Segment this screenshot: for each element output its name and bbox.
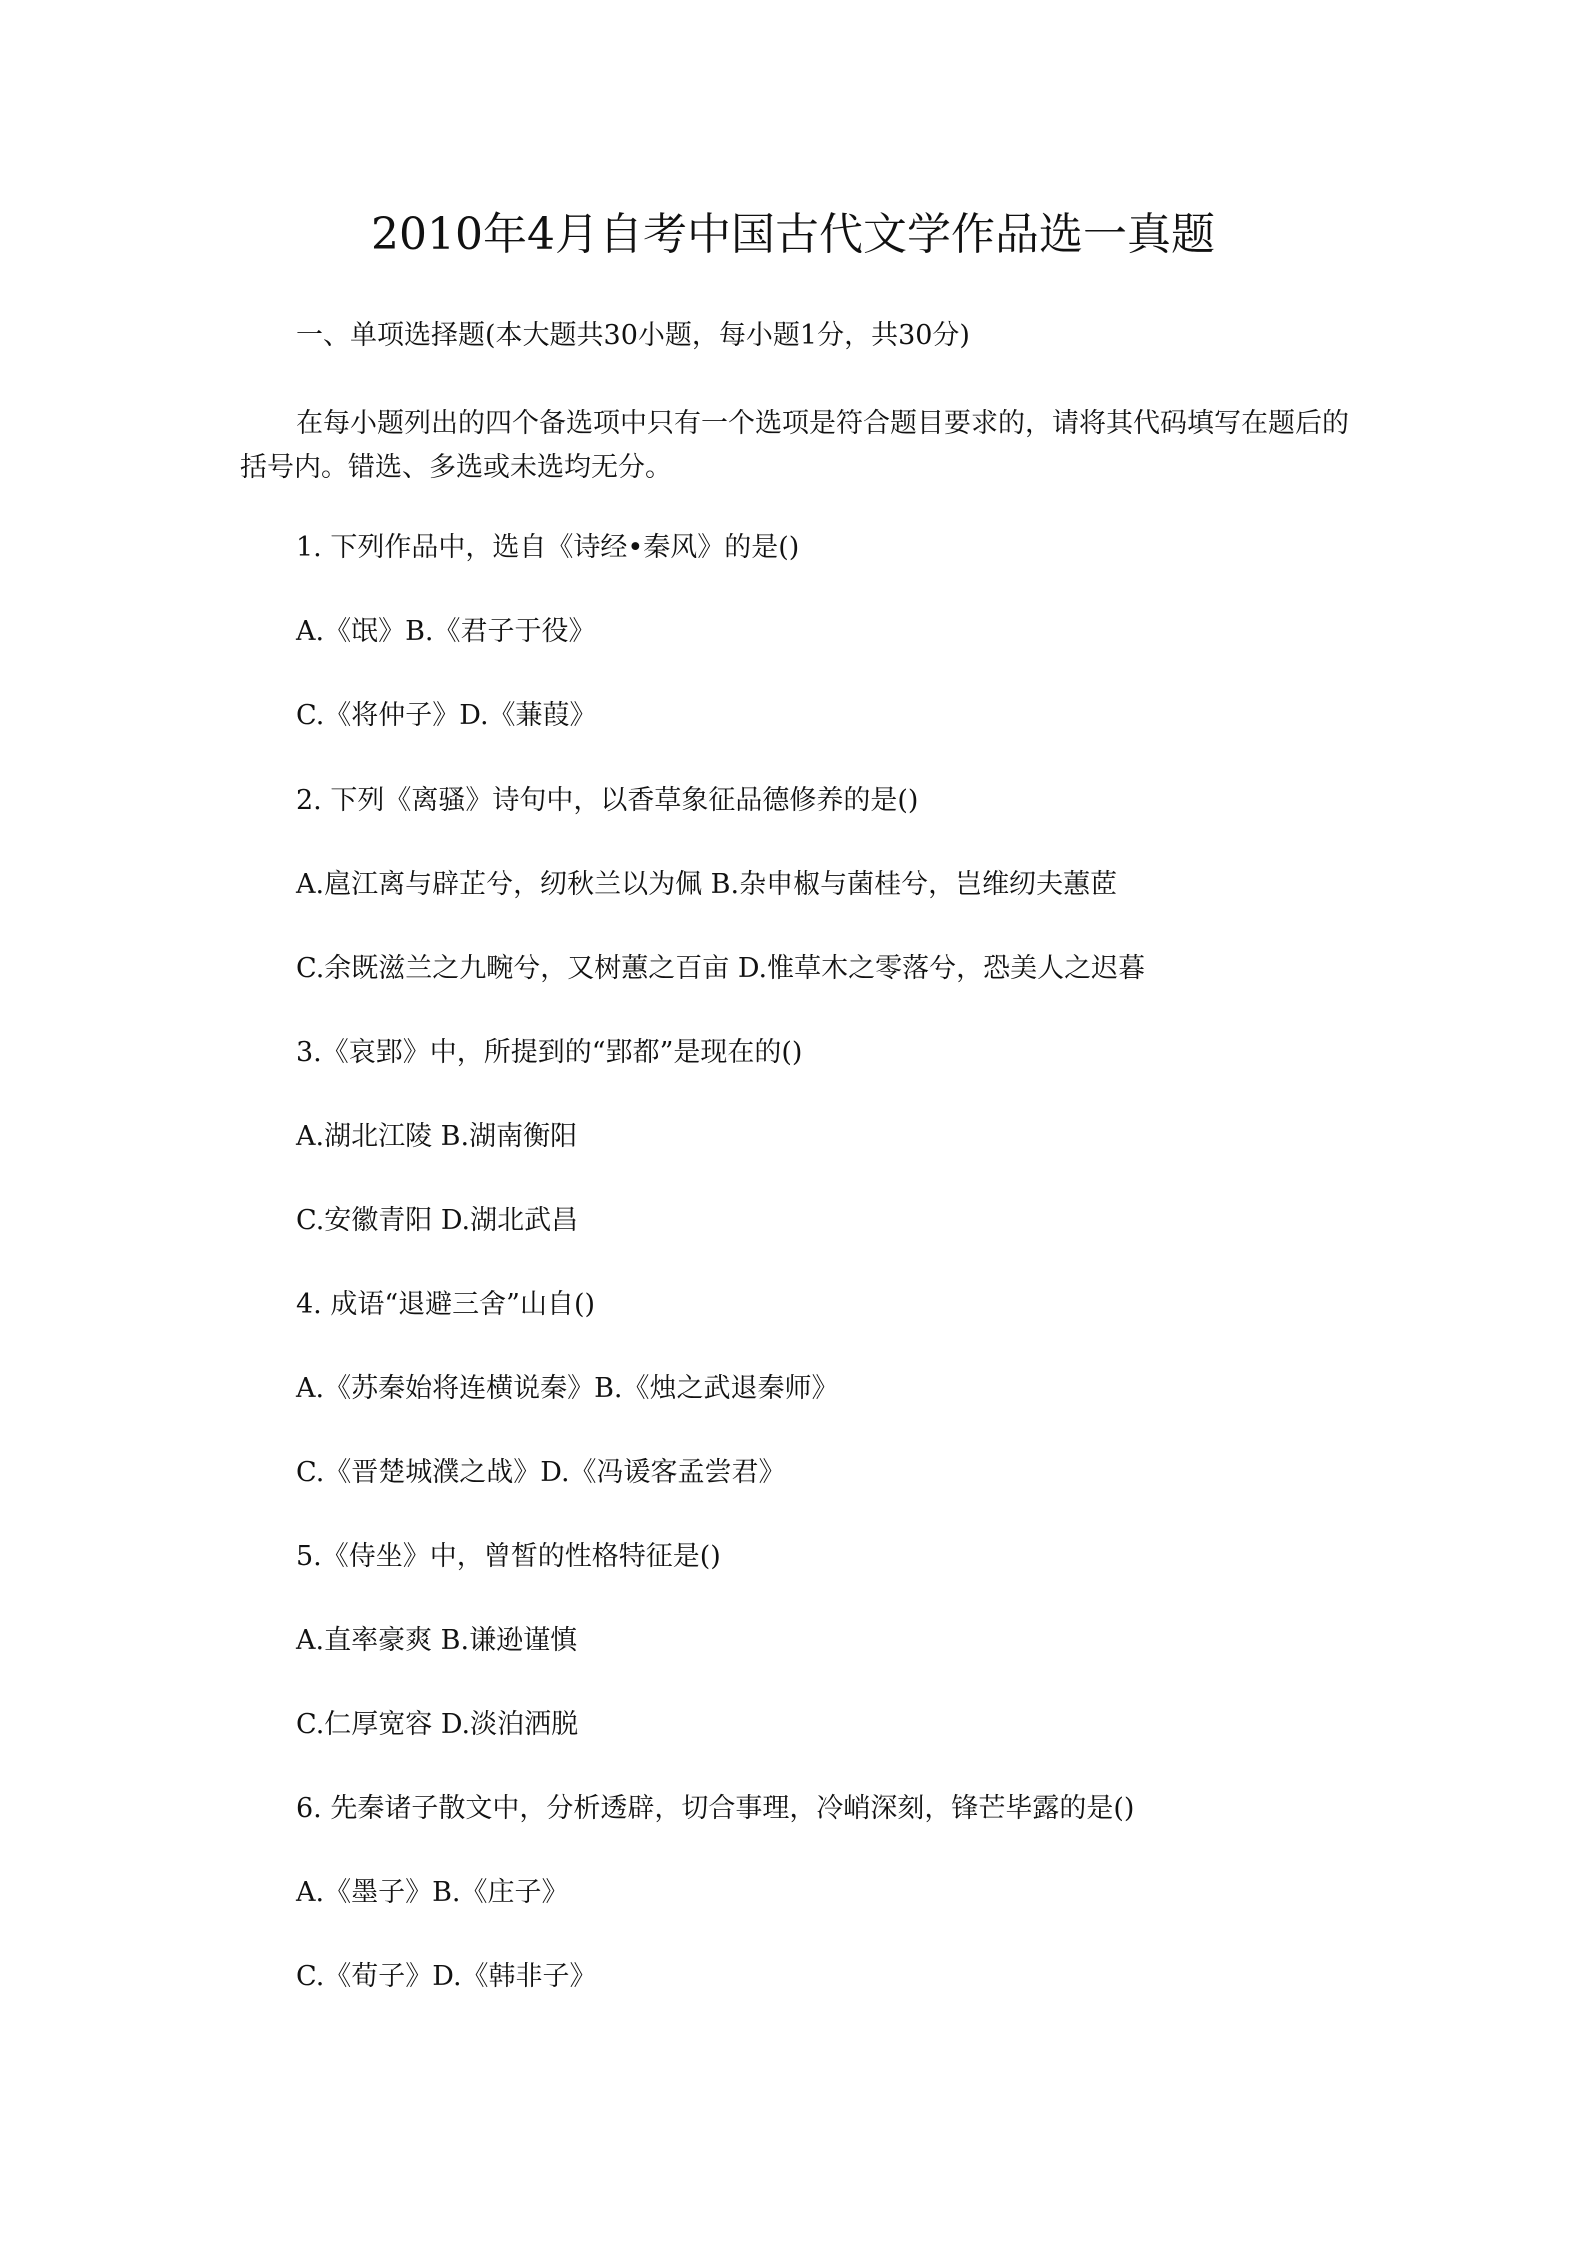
question-2-stem: 2. 下列《离骚》诗句中，以香草象征品德修养的是(): [296, 785, 919, 816]
question-5-options-ab: A.直率豪爽 B.谦逊谨慎: [296, 1625, 578, 1656]
section-heading: 一、单项选择题(本大题共30小题，每小题1分，共30分): [296, 320, 970, 351]
question-2-options-cd: C.余既滋兰之九畹兮，又树蕙之百亩 D.惟草木之零落兮，恐美人之迟暮: [296, 953, 1146, 984]
question-1-options-cd: C.《将仲子》D.《蒹葭》: [296, 700, 597, 731]
question-4-options-ab: A.《苏秦始将连横说秦》B.《烛之武退秦师》: [296, 1373, 839, 1404]
question-6-options-cd: C.《荀子》D.《韩非子》: [296, 1961, 597, 1992]
question-3-options-ab: A.湖北江陵 B.湖南衡阳: [296, 1121, 578, 1152]
question-5-stem: 5.《侍坐》中，曾皙的性格特征是(): [296, 1541, 721, 1572]
question-4-options-cd: C.《晋楚城濮之战》D.《冯谖客孟尝君》: [296, 1457, 786, 1488]
question-3-options-cd: C.安徽青阳 D.湖北武昌: [296, 1205, 579, 1236]
question-6-options-ab: A.《墨子》B.《庄子》: [296, 1877, 569, 1908]
question-6-stem: 6. 先秦诸子散文中，分析透辟，切合事理，冷峭深刻，锋芒毕露的是(): [296, 1793, 1135, 1824]
question-2-options-ab: A.扈江离与辟芷兮，纫秋兰以为佩 B.杂申椒与菌桂兮，岂维纫夫蕙茝: [296, 869, 1118, 900]
instructions-paragraph: 在每小题列出的四个备选项中只有一个选项是符合题目要求的，请将其代码填写在题后的括号内。错选、多选或未选均无分。: [240, 408, 1349, 483]
question-5-options-cd: C.仁厚宽容 D.淡泊洒脱: [296, 1709, 579, 1740]
question-1-options-ab: A.《氓》B.《君子于役》: [296, 616, 596, 647]
question-1-stem: 1. 下列作品中，选自《诗经•秦风》的是(): [296, 532, 800, 563]
question-3-stem: 3.《哀郢》中，所提到的“郢都”是现在的(): [296, 1037, 803, 1068]
question-4-stem: 4. 成语“退避三舍”山自(): [296, 1289, 596, 1320]
document-title: 2010年4月自考中国古代文学作品选一真题: [371, 209, 1215, 260]
